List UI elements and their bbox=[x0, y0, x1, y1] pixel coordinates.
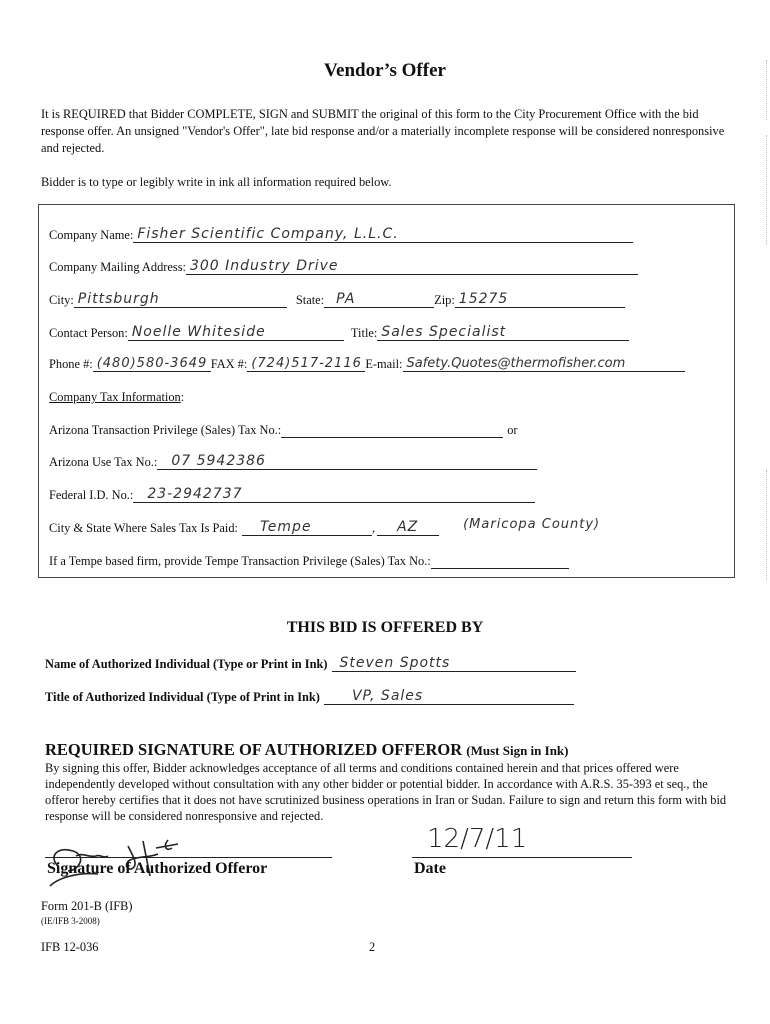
email-field[interactable]: Safety.Quotes@thermofisher.com bbox=[403, 356, 685, 372]
page-number: 2 bbox=[369, 940, 376, 954]
federal-id-row: Federal I.D. No.: 23-2942737 bbox=[49, 487, 535, 503]
federal-id-field[interactable]: 23-2942737 bbox=[133, 487, 535, 503]
form-revision: (IE/IFB 3-2008) bbox=[41, 916, 100, 926]
page-title: Vendor’s Offer bbox=[324, 60, 446, 81]
mailing-address-field[interactable]: 300 Industry Drive bbox=[186, 259, 638, 275]
mailing-address-row: Company Mailing Address: 300 Industry Drive bbox=[49, 259, 638, 275]
sales-tax-state-field[interactable]: AZ bbox=[377, 520, 439, 536]
date-label: Date bbox=[414, 860, 446, 877]
authorized-title-field[interactable]: VP, Sales bbox=[324, 689, 574, 705]
instructions-text: Bidder is to type or legibly write in ink all information required below. bbox=[41, 175, 392, 189]
offered-by-heading: THIS BID IS OFFERED BY bbox=[286, 619, 484, 636]
signature-label: Signature of Authorized Offeror bbox=[47, 860, 268, 877]
phone-fax-email-row: Phone #: (480)580-3649 FAX #: (724)517-2116 E-mail: Safety.Quotes@thermofisher.com bbox=[49, 356, 685, 372]
county-note: (Maricopa County) bbox=[463, 517, 601, 532]
az-tpt-field[interactable] bbox=[281, 422, 503, 438]
state-field[interactable]: PA bbox=[324, 292, 434, 308]
city-state-zip-row: City: Pittsburgh State: PA Zip: 15275 bbox=[49, 292, 625, 308]
authorized-title-row: Title of Authorized Individual (Type of Print in Ink) VP, Sales bbox=[45, 689, 574, 705]
authorized-name-row: Name of Authorized Individual (Type or Print in Ink) Steven Spotts bbox=[45, 656, 576, 672]
signature-heading: REQUIRED SIGNATURE OF AUTHORIZED OFFEROR (Must Sign in Ink) bbox=[45, 740, 569, 759]
intro-paragraph: It is REQUIRED that Bidder COMPLETE, SIGN and SUBMIT the original of this form to the City Procurement Office with the bid response offer. An unsigned "Vendor's Offer", late bid response and/or a materially incomplete response will be considered nonresponsive and rejected. bbox=[41, 107, 725, 155]
ifb-number: IFB 12-036 bbox=[41, 940, 99, 954]
company-name-field[interactable]: Fisher Scientific Company, L.L.C. bbox=[133, 227, 633, 243]
tempe-tax-row: If a Tempe based firm, provide Tempe Transaction Privilege (Sales) Tax No.: bbox=[49, 553, 569, 569]
sales-tax-city-field[interactable]: Tempe bbox=[242, 520, 372, 536]
contact-row: Contact Person: Noelle Whiteside Title: Sales Specialist bbox=[49, 325, 629, 341]
scan-edge-mark bbox=[766, 135, 767, 245]
contact-person-field[interactable]: Noelle Whiteside bbox=[128, 325, 344, 341]
zip-field[interactable]: 15275 bbox=[455, 292, 625, 308]
phone-field[interactable]: (480)580-3649 bbox=[93, 356, 211, 372]
form-number: Form 201-B (IFB) bbox=[41, 899, 133, 913]
company-name-row: Company Name: Fisher Scientific Company, L.L.C. bbox=[49, 227, 633, 243]
city-field[interactable]: Pittsburgh bbox=[74, 292, 287, 308]
scan-edge-mark bbox=[766, 470, 767, 580]
date-value: 12/7/11 bbox=[427, 824, 528, 854]
authorized-name-field[interactable]: Steven Spotts bbox=[332, 656, 576, 672]
signature-line[interactable] bbox=[45, 857, 332, 858]
az-tpt-row: Arizona Transaction Privilege (Sales) Tax No.: or bbox=[49, 423, 518, 437]
contact-title-field[interactable]: Sales Specialist bbox=[377, 325, 629, 341]
date-line[interactable] bbox=[412, 857, 632, 858]
tempe-tax-field[interactable] bbox=[431, 553, 569, 569]
tax-info-heading: Company Tax Information: bbox=[49, 390, 185, 404]
az-use-tax-row: Arizona Use Tax No.: 07 5942386 bbox=[49, 454, 537, 470]
fax-field[interactable]: (724)517-2116 bbox=[247, 356, 365, 372]
az-use-tax-field[interactable]: 07 5942386 bbox=[157, 454, 537, 470]
sales-tax-location-row: City & State Where Sales Tax Is Paid: Tempe , AZ (Maricopa County) bbox=[49, 517, 601, 535]
signature-paragraph: By signing this offer, Bidder acknowledges acceptance of all terms and conditions contained herein and that prices offered were independently developed without consultation with any other bidder or potential bidder. In accordance with A.R.S. 35-393 et seq., the offeror hereby certifies that it does not have scrutinized business operations in Iran or Sudan. Failure to sign and return this form with bid response will be considered nonresponsive and rejected. bbox=[45, 761, 727, 823]
